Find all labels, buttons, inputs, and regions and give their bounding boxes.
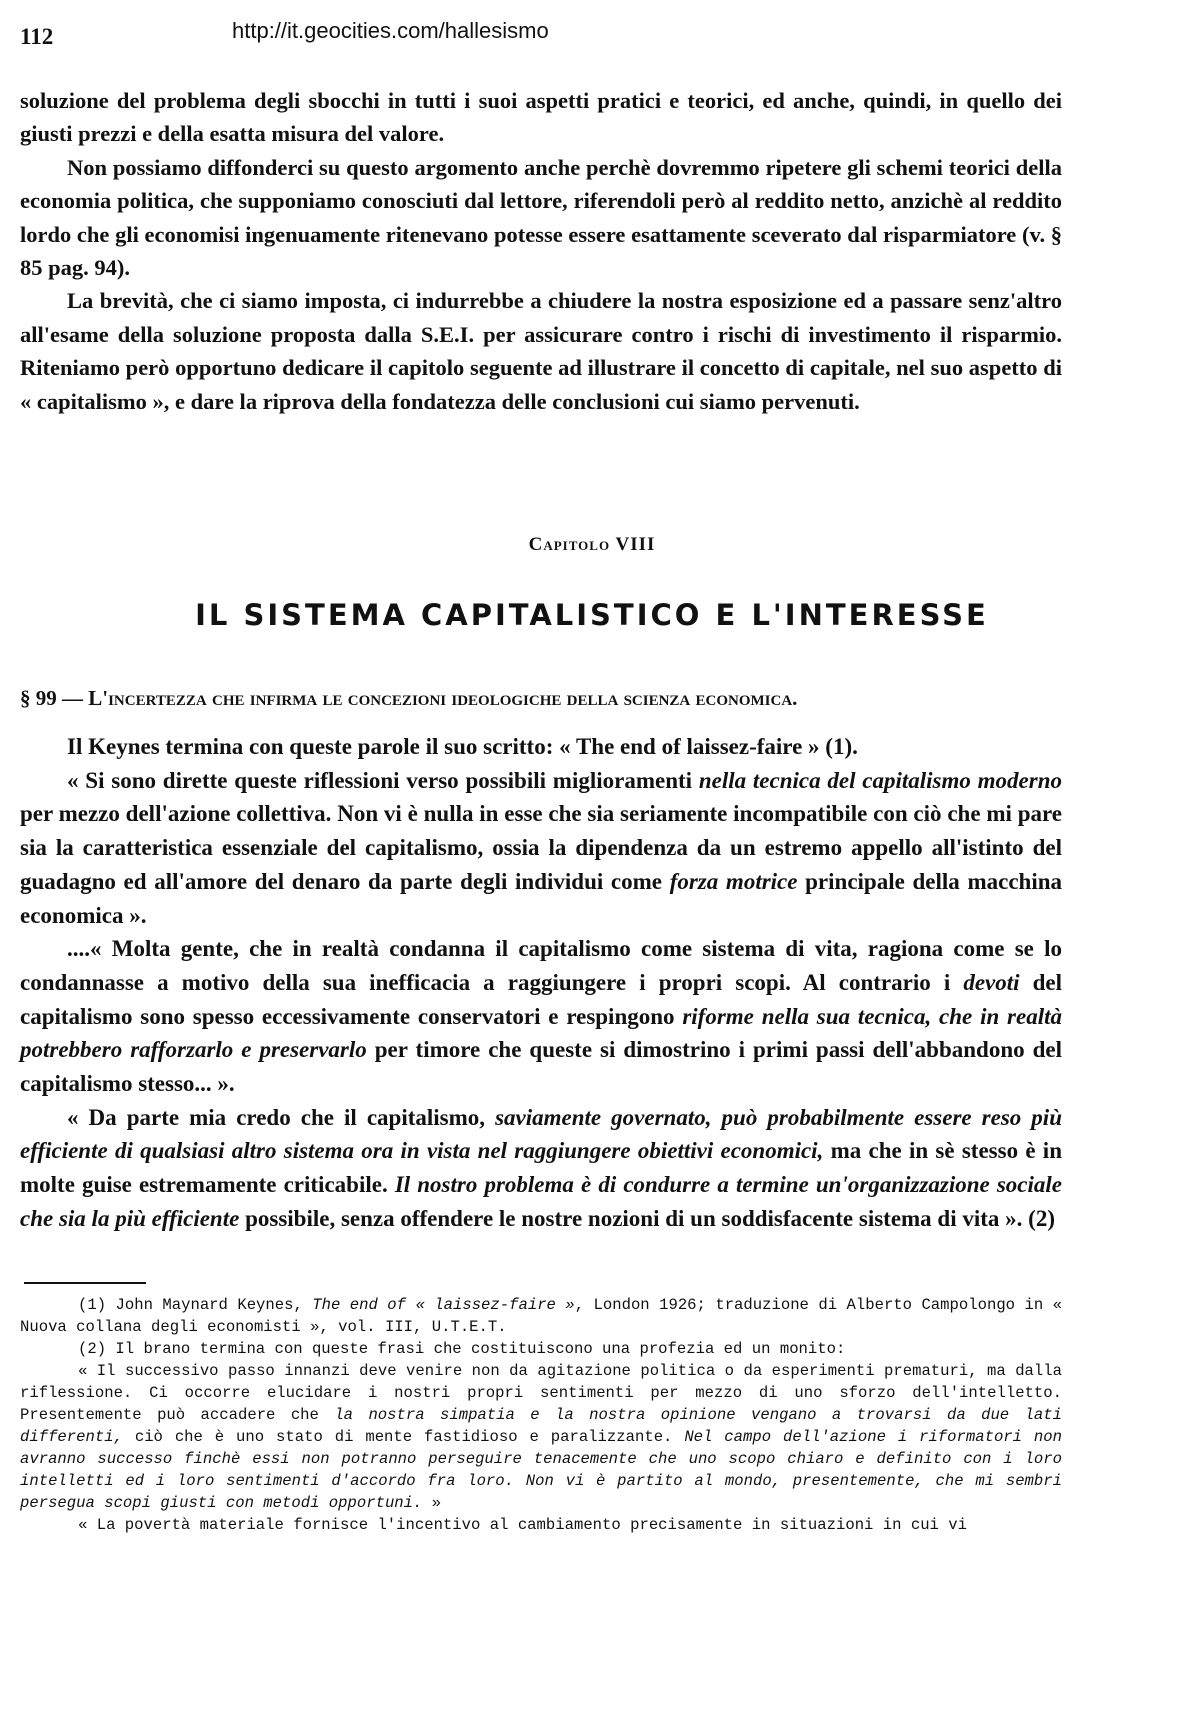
paragraph: soluzione del problema degli sbocchi in tutti i suoi aspetti pratici e teorici, ed anche, quindi, in quello dei giusti prezzi e della esatta misura del valore. <box>20 88 1062 147</box>
paragraph <box>20 764 1062 933</box>
source-url[interactable]: http://it.geocities.com/hallesismo <box>232 18 549 43</box>
text-run: (1) John Maynard Keynes, <box>78 1296 313 1314</box>
footnotes <box>20 1294 1062 1536</box>
text-run: , London 1926; traduzione di Alberto Campolongo in « Nuova collana degli economisti », vol. III, U.T.E.T. <box>20 1296 1062 1336</box>
italic-run: devoti <box>963 969 1020 995</box>
italic-run: Il nostro problema è di condurre a termine un'organizzazione sociale che sia la più efficiente <box>20 1172 1062 1231</box>
italic-run: nella tecnica del capitalismo moderno <box>698 767 1063 793</box>
italic-run: The end of « laissez-faire » <box>312 1296 575 1314</box>
text-run: » <box>422 1494 442 1512</box>
text-run: « Da parte mia credo che il capitalismo, <box>67 1104 496 1130</box>
footnote-2: (2) Il brano termina con queste frasi che costituiscono una profezia ed un monito: <box>78 1340 846 1358</box>
text-run: principale della macchina economica ». <box>20 868 1062 928</box>
paragraph: Non possiamo diffonderci su questo argomento anche perchè dovremmo ripetere gli schemi teorici della economia politica, che supponiamo conosciuti dal lettore, riferendoli però al reddito netto, anzichè al reddito lordo che gli economisi ingenuamente ritenevano potesse essere esattamente sceverato dal risparmiatore (v. § 85 pag. 94). <box>20 154 1062 281</box>
section-text <box>20 730 1062 1236</box>
text-run: ....« Molta gente, che in realtà condanna il capitalismo come sistema di vita, ragiona come se lo condannasse a motivo della sua inefficacia a raggiungere i propri scopi. Al contrario i <box>20 936 1062 995</box>
text-run: ciò che è uno stato di mente fastidioso e paralizzante. <box>122 1428 685 1446</box>
footnote-quote: « La povertà materiale fornisce l'incentivo al cambiamento precisamente in situazioni in cui vi <box>78 1516 967 1534</box>
italic-run: la nostra simpatia e la nostra opinione vengano a trovarsi da due lati differenti, <box>20 1406 1063 1446</box>
paragraph: Il Keynes termina con queste parole il suo scritto: « The end of laissez-faire » (1). <box>67 734 858 759</box>
text-run: per mezzo dell'azione collettiva. Non vi è nulla in esse che sia seriamente incompatibile con ciò che mi pare sia la caratteristica essenziale del capitalismo, ossia la dipendenza da un estremo appello all'istinto del guadagno ed all'amore del denaro da parte degli individui come <box>20 801 1062 894</box>
italic-run: forza motrice <box>669 868 798 894</box>
italic-run: riforme nella sua tecnica, che in realtà potrebbero rafforzarlo e preservarlo <box>20 1003 1062 1063</box>
text-run: per timore che queste si dimostrino i primi passi dell'abbandono del capitalismo stesso... ». <box>20 1037 1062 1097</box>
section-heading: § 99 — L'incertezza che infirma le concezioni ideologiche della scienza economica. <box>20 686 798 710</box>
text-run: « Si sono dirette queste riflessioni verso possibili miglioramenti <box>67 767 699 793</box>
footnote-1 <box>20 1294 1062 1338</box>
chapter-label: Capitolo VIII <box>528 534 656 555</box>
page-header <box>20 18 1164 58</box>
footnote-quote <box>20 1360 1062 1514</box>
text-run: possibile, senza offendere le nostre nozioni di un soddisfacente sistema di vita ». (2) <box>239 1205 1055 1231</box>
footnote-separator <box>24 1282 146 1284</box>
italic-run: Nel campo dell'azione i riformatori non avranno successo finchè essi non potranno perseguire tenacemente che uno scopo chiaro e definito con i loro intelletti ed i loro sentimenti d'accordo fra loro. Non vi è partito al mondo, presentemente, che mi sembri persegua scopi giusti con metodi opportuni. <box>20 1428 1063 1512</box>
intro-text <box>20 84 1062 418</box>
text-run: del capitalismo sono spesso eccessivamente conservatori e respingono <box>20 969 1062 1029</box>
paragraph <box>20 1101 1062 1236</box>
text-run: « Il successivo passo innanzi deve venire non da agitazione politica o da esperimenti prematuri, ma dalla riflessione. Ci occorre elucidare i nostri propri sentimenti per mezzo di uno sforzo dell'intelletto. Presentemente può accadere che <box>20 1362 1062 1424</box>
page-number: 112 <box>20 24 54 49</box>
paragraph <box>20 932 1062 1101</box>
chapter-title: IL SISTEMA CAPITALISTICO E L'INTERESSE <box>195 598 989 632</box>
paragraph: La brevità, che ci siamo imposta, ci indurrebbe a chiudere la nostra esposizione ed a passare senz'altro all'esame della soluzione proposta dalla S.E.I. per assicurare contro i rischi di investimento il risparmio. Riteniamo però opportuno dedicare il capitolo seguente ad illustrare il concetto di capitale, nel suo aspetto di « capitalismo », e dare la riprova della fondatezza delle conclusioni cui siamo pervenuti. <box>20 288 1062 414</box>
italic-run: saviamente governato, può probabilmente essere reso più efficiente di qualsiasi altro sistema ora in vista nel raggiungere obiettivi economici, <box>20 1104 1062 1164</box>
text-run: ma che in sè stesso è in molte guise estremamente criticabile. <box>20 1138 1062 1198</box>
